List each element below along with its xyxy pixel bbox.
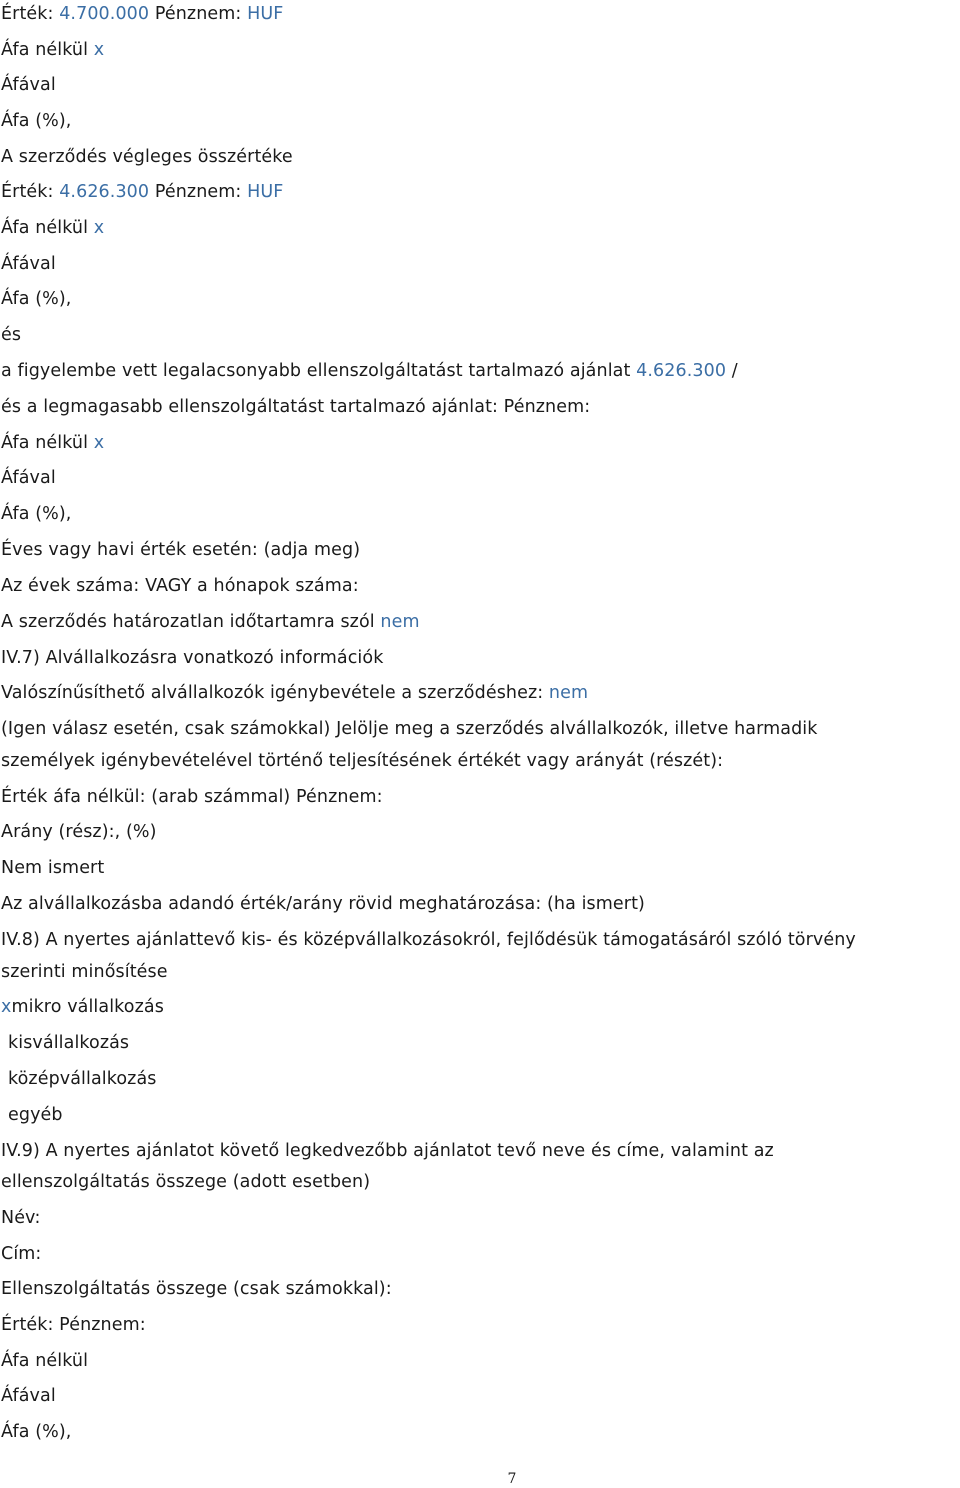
vat-excluded-line-4: Áfa nélkül [1,1351,89,1371]
currency-label: Pénznem: [154,182,242,202]
vat-excluded-mark: x [93,433,105,453]
annual-monthly-line: Éves vagy havi érték esetén: (adja meg) [1,540,361,560]
section-iv9-heading-line-2: ellenszolgáltatás összege (adott esetben) [1,1172,371,1192]
vat-included-line-3: Áfával [1,468,56,488]
value-amount: 4.700.000 [59,4,150,24]
classification-option-other [8,1104,63,1126]
indefinite-term-value: nem [380,612,420,632]
lowest-offer-label: a figyelembe vett legalacsonyabb ellenszolgáltatást tartalmazó ajánlat [1,361,631,381]
vat-percent-line-3: Áfa (%), [1,504,72,524]
vat-included-line-1: Áfával [1,75,56,95]
vat-included-line-2: Áfával [1,254,56,274]
subcontractor-likely-line [1,682,588,704]
currency-value: HUF [247,4,284,24]
vat-excluded-label: Áfa nélkül [1,218,89,238]
option-label: kisvállalkozás [8,1033,130,1053]
highest-offer-line: és a legmagasabb ellenszolgáltatást tartalmazó ajánlat: Pénznem: [1,397,591,417]
option-label: egyéb [8,1105,63,1125]
vat-excluded-label: Áfa nélkül [1,40,89,60]
subcontractor-likely-label: Valószínűsíthető alvállalkozók igénybevétele a szerződéshez: [1,683,544,703]
vat-excluded-mark: x [93,218,105,238]
vat-excluded-line-1 [1,39,104,61]
classification-option-micro [1,996,164,1018]
vat-excluded-line-3 [1,432,104,454]
name-label: Név: [1,1208,41,1228]
unknown-line: Nem ismert [1,858,105,878]
section-iv8-heading-line-2: szerinti minősítése [1,962,168,982]
vat-excluded-line-2 [1,217,104,239]
subcontractor-likely-value: nem [548,683,589,703]
indefinite-term-label: A szerződés határozatlan időtartamra szól [1,612,375,632]
slash: / [731,361,738,381]
section-iv7-heading: IV.7) Alvállalkozásra vonatkozó információk [1,648,384,668]
vat-percent-line-2: Áfa (%), [1,289,72,309]
classification-option-medium [8,1068,157,1090]
value-line-1 [1,3,283,25]
currency-label: Pénznem: [154,4,242,24]
lowest-offer-value: 4.626.300 [636,361,727,381]
vat-excluded-label: Áfa nélkül [1,433,89,453]
option-label: mikro vállalkozás [11,997,164,1017]
years-months-line: Az évek száma: VAGY a hónapok száma: [1,576,359,596]
indefinite-term-line [1,611,420,633]
section-iv8-heading-line-1: IV.8) A nyertes ajánlattevő kis- és középvállalkozásokról, fejlődésük támogatásáról szóló törvény [1,930,856,950]
lowest-offer-line [1,360,738,382]
vat-percent-line-4: Áfa (%), [1,1422,72,1442]
vat-excluded-mark: x [93,40,105,60]
subcontractor-note-line-1: (Igen válasz esetén, csak számokkal) Jelölje meg a szerződés alvállalkozók, illetve harmadik [1,719,818,739]
final-total-heading: A szerződés végleges összértéke [1,147,293,167]
vat-included-line-4: Áfával [1,1386,56,1406]
value-label: Érték: [1,182,54,202]
subcontract-value-line: Érték áfa nélkül: (arab számmal) Pénznem: [1,787,383,807]
amount-label: Ellenszolgáltatás összege (csak számokkal): [1,1279,392,1299]
subcontract-ratio-line: Arány (rész):, (%) [1,822,157,842]
section-iv9-heading-line-1: IV.9) A nyertes ajánlatot követő legkedvezőbb ajánlatot tevő neve és címe, valamint az [1,1141,774,1161]
value-line-2 [1,181,283,203]
currency-value: HUF [247,182,284,202]
classification-option-small [8,1032,129,1054]
value-label: Érték: [1,4,54,24]
page-number: 7 [507,1471,517,1487]
value-currency-line: Érték: Pénznem: [1,1315,146,1335]
selected-mark: x [1,997,12,1017]
subcontractor-note-line-2: személyek igénybevételével történő teljesítésének értékét vagy arányát (részét): [1,751,724,771]
value-amount: 4.626.300 [59,182,150,202]
option-label: középvállalkozás [8,1069,157,1089]
vat-percent-line-1: Áfa (%), [1,111,72,131]
short-description-line: Az alvállalkozásba adandó érték/arány rövid meghatározása: (ha ismert) [1,894,645,914]
address-label: Cím: [1,1244,42,1264]
and-line: és [1,325,22,345]
